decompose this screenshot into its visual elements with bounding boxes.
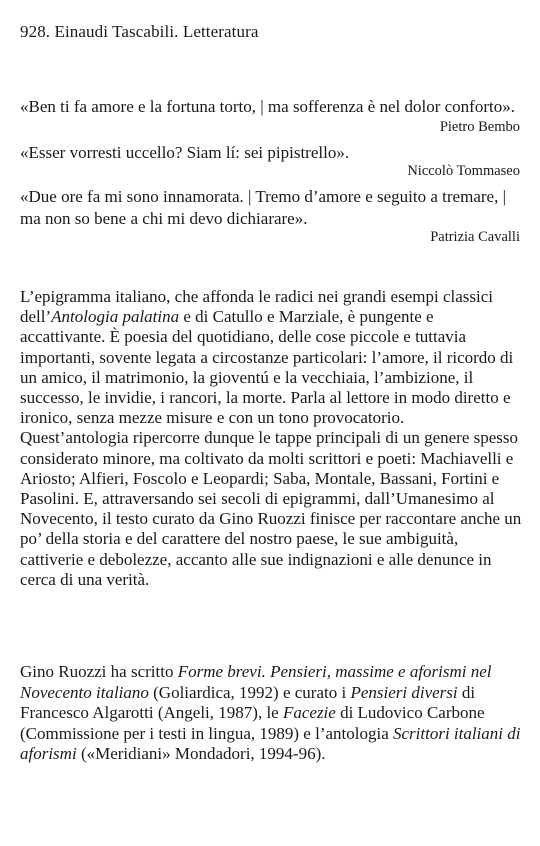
quote-bembo — [20, 96, 520, 136]
italic-title: Antologia palatina — [51, 307, 180, 327]
text-run: di Francesco Algarotti (Angeli, 1987), le — [20, 682, 476, 722]
italic-title: Pensieri diversi — [350, 682, 458, 702]
quote-cavalli — [20, 186, 520, 246]
text-run: di Ludovico Carbone (Commissione per i testi in lingua, 1989) e l’antologia — [20, 703, 485, 743]
epigraph-quotes — [20, 96, 520, 252]
text-run: Gino Ruozzi ha scritto — [20, 662, 178, 681]
description-paragraph-2: Quest’antologia ripercorre dunque le tappe principali di un genere spesso considerato minore, ma coltivato da molti scrittori e poeti: Machiavelli e Ariosto; Alfieri, Foscolo e Leopardi; Saba, Montale, Bassani, Fortini e Pasolini. E, attraversando sei secoli di epigrammi, dall’Umanesimo al Novecento, il testo curato da Gino Ruozzi finisce per raccontare anche un po’ della storia e del carattere del nostro paese, le sue ambiguità, cattiverie e debolezze, accanto alle sue indignazioni e alle denunce in cerca di una verità. — [20, 428, 522, 589]
text-run: («Meridiani» Mondadori, 1994-96). — [76, 744, 326, 763]
quote-text: «Ben ti fa amore e la fortuna torto, | ma sofferenza è nel dolor conforto». — [20, 97, 515, 116]
quote-author: Patrizia Cavalli — [430, 229, 520, 245]
quote-tommaseo — [20, 142, 520, 180]
quote-text: «Esser vorresti uccello? Siam lí: sei pipistrello». — [20, 143, 350, 162]
book-description — [20, 287, 523, 590]
italic-title: Forme brevi. Pensieri, massime e aforismi nel Novecento italiano — [20, 662, 492, 702]
text-run: e di Catullo e Marziale, è pungente e accattivante. È poesia del quotidiano, delle cose piccole e tuttavia importanti, sovente legata a circostanze particolari: l’amore, il ricordo di un amico, il matrimonio, la gioventú e la vecchiaia, l’ambizione, il successo, le invidie, i rancori, la morte. Parla al lettore in modo diretto e ironico, senza mezze misure e con un tono provocatorio. — [20, 307, 514, 428]
italic-title: Scrittori italiani di aforismi — [20, 723, 521, 763]
quote-author: Pietro Bembo — [439, 119, 520, 135]
quote-text: «Due ore fa mi sono innamorata. | Tremo d’amore e seguito a tremare, | ma non so bene a chi mi devo dichiarare». — [20, 187, 506, 228]
italic-title: Facezie — [282, 703, 336, 722]
text-run: (Goliardica, 1992) e curato i — [148, 682, 351, 702]
description-paragraph-1 — [20, 287, 523, 428]
text-run: L’epigramma italiano, che affonda le radici nei grandi esempi classici dell’ — [20, 287, 493, 327]
author-bio — [20, 662, 523, 765]
series-title: 928. Einaudi Tascabili. Letteratura — [20, 22, 259, 41]
quote-author: Niccolò Tommaseo — [407, 163, 520, 179]
